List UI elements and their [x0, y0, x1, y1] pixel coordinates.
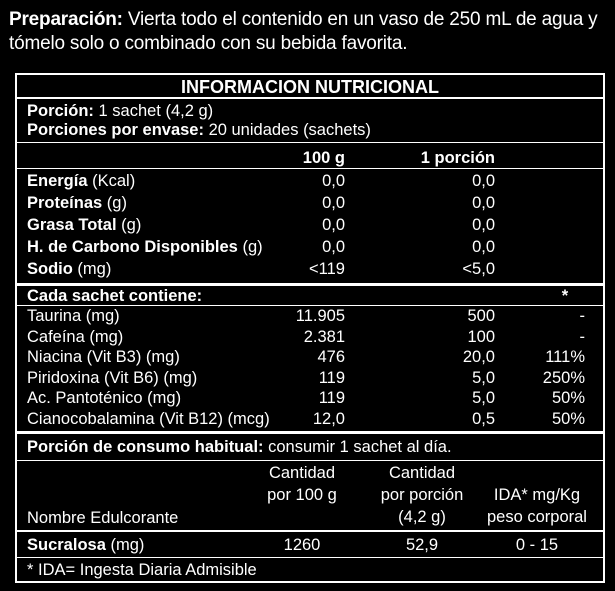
divider	[17, 460, 603, 461]
nutrient-perport: 0,0	[472, 216, 495, 234]
nutrient-name: Sodio	[27, 260, 73, 278]
divider	[17, 168, 603, 169]
ingredient-per100: 2.381	[303, 327, 345, 346]
ingredient-pct: 50%	[551, 389, 585, 408]
divider	[17, 557, 603, 558]
nutrient-unit: (g)	[116, 216, 142, 234]
ingredient-per100: 12,0	[312, 410, 345, 428]
divider	[17, 431, 603, 434]
per100-header-2: por 100 g	[267, 486, 337, 504]
ingredient-name: Piridoxina (Vit B6) (mg)	[27, 368, 198, 387]
ingredient-per100: 476	[317, 348, 345, 367]
sweetener-ida: 0 - 15	[515, 536, 559, 554]
servings-value: 20 unidades (sachets)	[203, 121, 371, 139]
col-100g: 100 g	[302, 149, 345, 167]
ingredient-name: Ac. Pantoténico (mg)	[27, 389, 182, 408]
ingredient-per100: 11.905	[295, 307, 345, 325]
ingredient-perport: 500	[467, 307, 495, 325]
ingredient-name: Cianocobalamina (Vit B12) (mcg)	[27, 410, 270, 428]
perport-header-1: Cantidad	[388, 464, 456, 482]
nutrient-perport: <5,0	[462, 260, 495, 278]
nutrient-name: H. de Carbono Disponibles	[27, 238, 238, 256]
contains-label: Cada sachet contiene:	[27, 287, 203, 305]
ingredient-name: Taurina (mg)	[27, 307, 120, 325]
perport-header-2: por porción	[380, 486, 464, 504]
preparation-text	[9, 8, 609, 56]
ingredient-perport: 5,0	[472, 389, 495, 408]
portion-label: Porción:	[27, 102, 94, 120]
per100-header-1: Cantidad	[268, 464, 336, 482]
divider	[17, 283, 603, 286]
ingredient-per100: 119	[318, 389, 345, 408]
table-title: INFORMACION NUTRICIONAL	[181, 77, 439, 97]
nutrient-name: Energía	[27, 172, 88, 190]
sweetener-header	[17, 464, 603, 528]
ingredient-pct: -	[579, 327, 585, 346]
sweetener-perport: 52,9	[405, 536, 439, 554]
sweetener-name: Sucralosa	[27, 536, 106, 554]
nutrient-name: Proteínas	[27, 194, 103, 212]
ingredient-pct: -	[579, 307, 585, 325]
servings-label: Porciones por envase:	[27, 121, 204, 139]
nutrition-table	[15, 73, 605, 583]
ingredient-name: Niacina (Vit B3) (mg)	[27, 348, 180, 367]
nutrient-unit: (mg)	[72, 260, 112, 278]
preparation-label: Preparación:	[9, 9, 123, 30]
ingredient-pct: 111%	[545, 348, 585, 367]
preparation-body: Vierta todo el contenido en un vaso de 250 mL de agua y tómelo solo o combinado con su bebida favorita.	[9, 9, 598, 54]
nutrient-per100: 0,0	[322, 238, 345, 256]
footnote: * IDA= Ingesta Diaria Admisible	[27, 561, 257, 579]
nutrient-per100: 0,0	[322, 216, 345, 234]
nutrient-per100: <119	[309, 260, 345, 278]
ida-header-2: peso corporal	[487, 508, 587, 526]
nutrient-per100: 0,0	[322, 194, 345, 212]
sweetener-name-header: Nombre Edulcorante	[27, 509, 179, 527]
contains-star: *	[561, 287, 569, 305]
ingredient-perport: 100	[467, 327, 495, 346]
ida-header-1: IDA* mg/Kg	[493, 486, 581, 504]
nutrient-per100: 0,0	[322, 172, 345, 190]
perport-header-3: (4,2 g)	[398, 508, 446, 526]
divider	[17, 97, 603, 99]
nutrient-perport: 0,0	[472, 238, 495, 256]
col-portion: 1 porción	[420, 149, 495, 167]
ingredient-name: Cafeína (mg)	[27, 327, 124, 346]
divider	[17, 305, 603, 306]
ingredient-perport: 5,0	[472, 368, 495, 387]
divider	[17, 142, 603, 143]
nutrient-unit: (g)	[237, 238, 263, 256]
ingredient-perport: 20,0	[462, 348, 495, 367]
nutrient-name: Grasa Total	[27, 216, 117, 234]
ingredient-perport: 0,5	[472, 410, 495, 428]
sweetener-unit: (mg)	[105, 536, 145, 554]
nutrient-unit: (Kcal)	[87, 172, 136, 190]
portion-value: 1 sachet (4,2 g)	[93, 102, 214, 120]
habitual-value: consumir 1 sachet al día.	[263, 438, 452, 456]
ingredient-pct: 250%	[542, 368, 585, 387]
nutrient-perport: 0,0	[472, 172, 495, 190]
ingredient-per100: 119	[318, 368, 345, 387]
habitual-label: Porción de consumo habitual:	[27, 438, 264, 456]
sweetener-per100: 1260	[283, 536, 321, 554]
nutrient-perport: 0,0	[472, 194, 495, 212]
nutrient-unit: (g)	[102, 194, 127, 212]
divider	[17, 530, 603, 532]
ingredient-pct: 50%	[551, 410, 585, 428]
